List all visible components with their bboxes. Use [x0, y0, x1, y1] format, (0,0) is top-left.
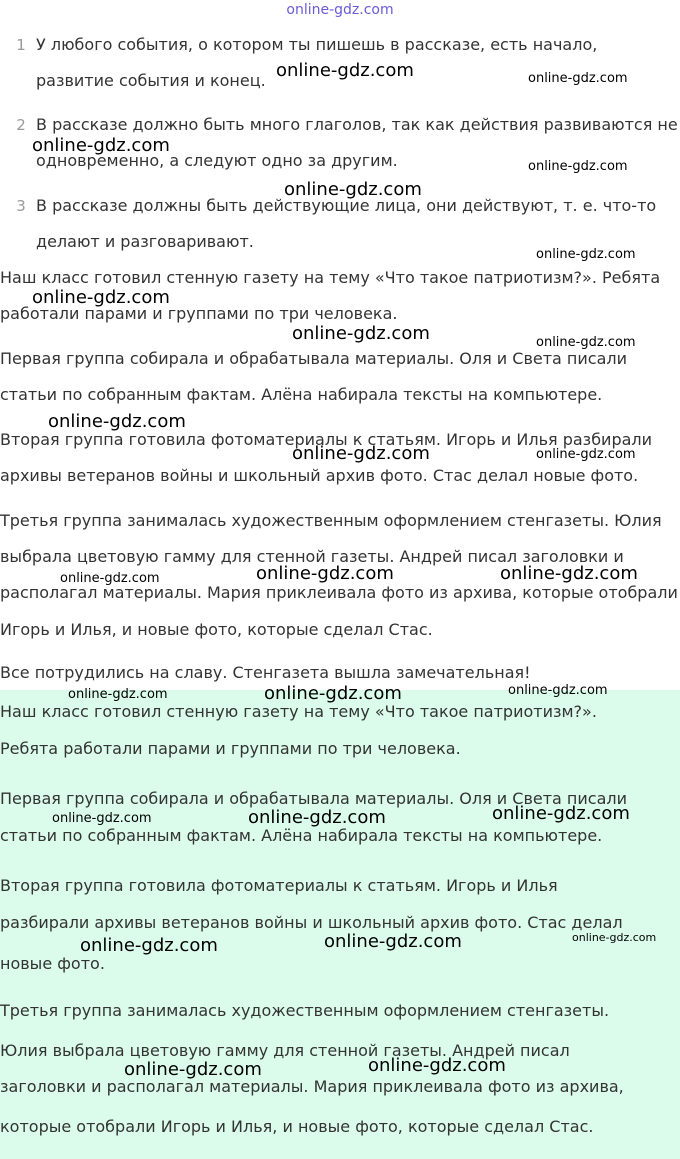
- watermark: online-gdz.com: [68, 687, 168, 702]
- story-line: Вторая группа готовила фотоматериалы к статьям. Игорь и Илья разбирали: [0, 430, 653, 449]
- watermark: online-gdz.com: [324, 931, 462, 952]
- watermark: online-gdz.com: [80, 935, 218, 956]
- story-line: архивы ветеранов войны и школьный архив фото. Стас делал новые фото.: [0, 466, 639, 485]
- story-line: работали парами и группами по три человека.: [0, 304, 398, 323]
- answer-line: которые отобрали Игорь и Илья, и новые фото, которые сделал Стас.: [0, 1117, 594, 1136]
- watermark: online-gdz.com: [256, 563, 394, 584]
- watermark: online-gdz.com: [536, 447, 636, 462]
- watermark: online-gdz.com: [536, 247, 636, 262]
- watermark: online-gdz.com: [528, 71, 628, 86]
- watermark: online-gdz.com: [536, 335, 636, 350]
- watermark: online-gdz.com: [492, 803, 630, 824]
- rule-line: В рассказе должны быть действующие лица, они действуют, т. е. что-то: [36, 196, 657, 215]
- story-line: Наш класс готовил стенную газету на тему «Что такое патриотизм?». Ребята: [0, 268, 661, 287]
- rule-line: В рассказе должно быть много глаголов, так как действия развиваются не: [36, 115, 678, 134]
- answer-line: Ребята работали парами и группами по три человека.: [0, 739, 461, 758]
- answer-line: Наш класс готовил стенную газету на тему «Что такое патриотизм?».: [0, 702, 597, 721]
- story-line: Все потрудились на славу. Стенгазета вышла замечательная!: [0, 663, 531, 682]
- rule-number: 2: [16, 116, 26, 134]
- story-line: статьи по собранным фактам. Алёна набирала тексты на компьютере.: [0, 385, 603, 404]
- watermark: online-gdz.com: [284, 179, 422, 200]
- rule-line: делают и разговаривают.: [36, 232, 254, 251]
- watermark: online-gdz.com: [60, 571, 160, 586]
- answer-line: Вторая группа готовила фотоматериалы к статьям. Игорь и Илья: [0, 876, 558, 895]
- answer-line: Третья группа занималась художественным оформлением стенгазеты.: [0, 1001, 610, 1020]
- watermark: online-gdz.com: [248, 807, 386, 828]
- rule-number: 3: [16, 197, 26, 215]
- answer-line: Первая группа собирала и обрабатывала материалы. Оля и Света писали: [0, 789, 628, 808]
- watermark: online-gdz.com: [528, 159, 628, 174]
- answer-line: новые фото.: [0, 954, 105, 973]
- story-line: Игорь и Илья, и новые фото, которые сделал Стас.: [0, 620, 433, 639]
- story-line: Первая группа собирала и обрабатывала материалы. Оля и Света писали: [0, 349, 628, 368]
- answer-line: заголовки и располагал материалы. Мария приклеивала фото из архива,: [0, 1077, 624, 1096]
- watermark: online-gdz.com: [508, 683, 608, 698]
- watermark: online-gdz.com: [292, 323, 430, 344]
- watermark: online-gdz.com: [264, 683, 402, 704]
- watermark: online-gdz.com: [292, 443, 430, 464]
- watermark: online-gdz.com: [276, 60, 414, 81]
- rule-line: У любого события, о котором ты пишешь в рассказе, есть начало,: [36, 35, 598, 54]
- rule-line: развитие события и конец.: [36, 71, 266, 90]
- watermark: online-gdz.com: [32, 135, 170, 156]
- rule-line: одновременно, а следуют одно за другим.: [36, 151, 398, 170]
- header-watermark: online-gdz.com: [286, 2, 394, 18]
- watermark: online-gdz.com: [500, 563, 638, 584]
- watermark: online-gdz.com: [52, 811, 152, 826]
- watermark: online-gdz.com: [48, 411, 186, 432]
- answer-line: Юлия выбрала цветовую гамму для стенной газеты. Андрей писал: [0, 1041, 570, 1060]
- story-line: выбрала цветовую гамму для стенной газеты. Андрей писал заголовки и: [0, 547, 624, 566]
- watermark: online-gdz.com: [368, 1055, 506, 1076]
- rule-number: 1: [16, 36, 26, 54]
- watermark: online-gdz.com: [572, 931, 657, 944]
- watermark: online-gdz.com: [124, 1059, 262, 1080]
- story-line: располагал материалы. Мария приклеивала фото из архива, которые отобрали: [0, 583, 678, 602]
- story-line: Третья группа занималась художественным оформлением стенгазеты. Юлия: [0, 511, 662, 530]
- answer-line: разбирали архивы ветеранов войны и школьный архив фото. Стас делал: [0, 913, 623, 932]
- watermark: online-gdz.com: [32, 287, 170, 308]
- answer-line: статьи по собранным фактам. Алёна набирала тексты на компьютере.: [0, 826, 603, 845]
